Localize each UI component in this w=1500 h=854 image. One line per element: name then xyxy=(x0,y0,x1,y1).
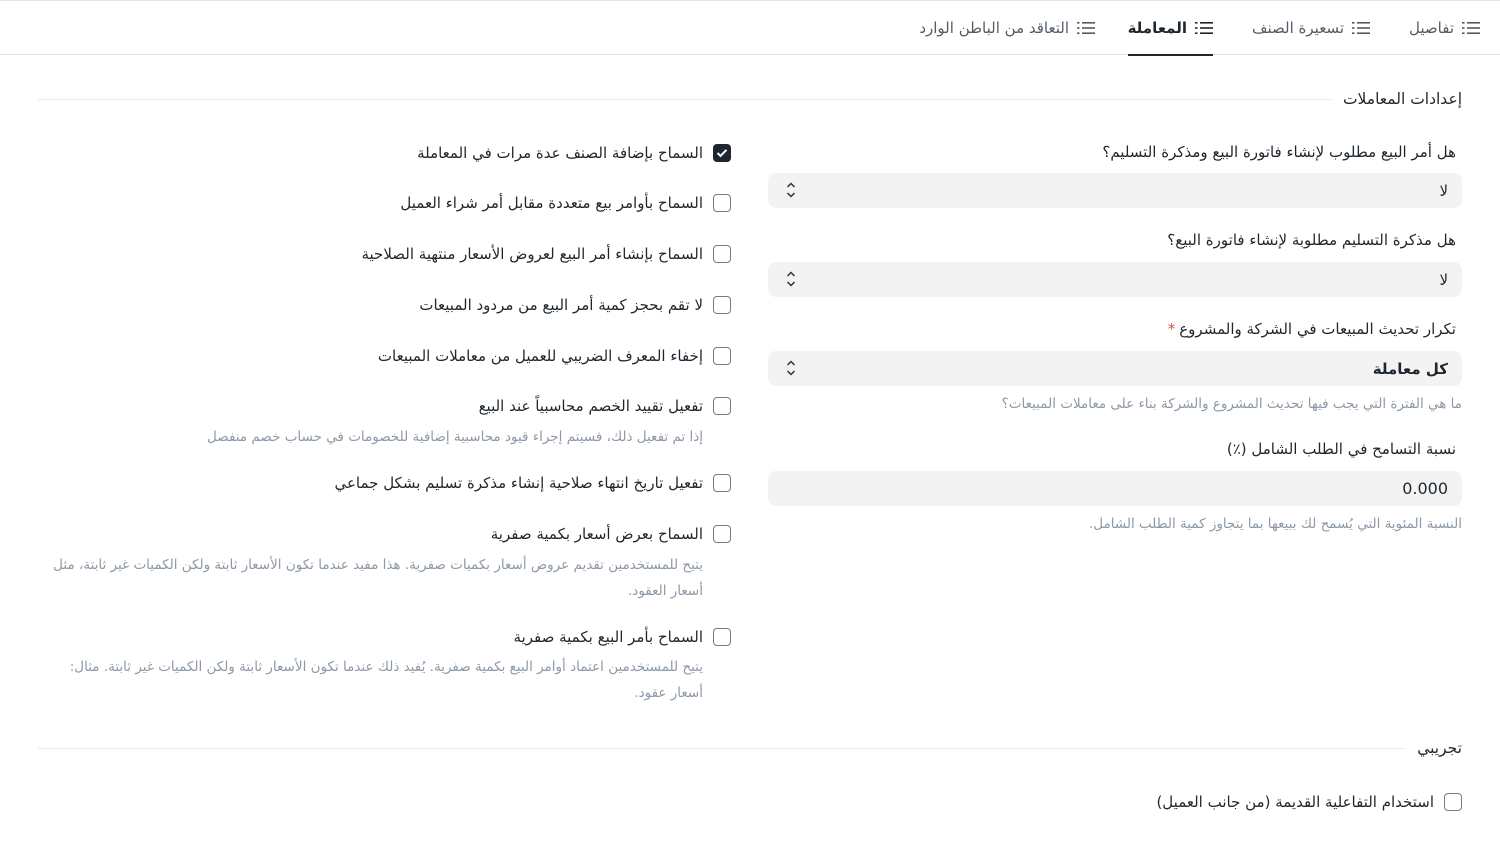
select-arrows-icon xyxy=(786,359,796,377)
checkbox-label: تفعيل تاريخ انتهاء صلاحية إنشاء مذكرة تسليم بشكل جماعي xyxy=(334,474,703,492)
section-title: إعدادات المعاملات xyxy=(1342,90,1462,108)
checkbox-label: إخفاء المعرف الضريبي للعميل من معاملات المبيعات xyxy=(377,347,703,365)
blanket-allowance-label: نسبة التسامح في الطلب الشامل (٪) xyxy=(1226,440,1456,458)
update-frequency-select[interactable] xyxy=(768,351,1462,386)
section-divider xyxy=(38,748,1405,749)
checkbox[interactable] xyxy=(1444,793,1462,811)
checkbox[interactable] xyxy=(713,144,731,162)
zero-qty-sales-order-help: يتيح للمستخدمين اعتماد أوامر البيع بكمية صفرية. يُفيد ذلك عندما تكون الأسعار ثابتة ولكن الكميات غير ثابتة. مثال: أسعار عقود. xyxy=(69,659,703,701)
checkbox-hide-tax-id[interactable] xyxy=(378,345,731,367)
checkbox[interactable] xyxy=(713,628,731,646)
checkbox-allow-multiple-items[interactable] xyxy=(417,142,731,164)
checkbox-discount-accounting[interactable] xyxy=(479,395,731,417)
checkbox-zero-qty-quotation[interactable] xyxy=(491,523,731,545)
select-value: كل معاملة xyxy=(1372,359,1448,378)
list-icon xyxy=(1462,21,1480,35)
checkbox[interactable] xyxy=(713,347,731,365)
section-divider xyxy=(38,99,1331,100)
list-icon xyxy=(1077,21,1095,35)
tab-label: التعاقد من الباطن الوارد xyxy=(919,19,1069,37)
checkbox-label: السماح بأوامر بيع متعددة مقابل أمر شراء العميل xyxy=(400,194,703,212)
checkmark-icon xyxy=(716,148,728,158)
checkbox[interactable] xyxy=(713,397,731,415)
checkbox-label: لا تقم بحجز كمية أمر البيع من مردود المبيعات xyxy=(419,296,703,314)
discount-accounting-help: إذا تم تفعيل ذلك، فسيتم إجراء قيود محاسبية إضافية للخصومات في حساب خصم منفصل xyxy=(207,429,703,445)
checkbox[interactable] xyxy=(713,296,731,314)
list-icon xyxy=(1195,21,1213,35)
tab-label: تفاصيل xyxy=(1409,19,1454,37)
zero-qty-quotation-help: يتيح للمستخدمين تقديم عروض أسعار بكميات صفرية. هذا مفيد عندما تكون الأسعار ثابتة ولكن الكميات غير ثابتة، مثل أسعار العقود. xyxy=(53,557,703,599)
tab-subcontracting-inward[interactable] xyxy=(919,1,1095,55)
checkbox-bulk-dn-expiry[interactable] xyxy=(334,472,731,494)
checkbox[interactable] xyxy=(713,245,731,263)
checkbox-label: السماح بأمر البيع بكمية صفرية xyxy=(513,628,703,646)
dn-required-label: هل مذكرة التسليم مطلوبة لإنشاء فاتورة البيع؟ xyxy=(1167,231,1456,249)
select-value: لا xyxy=(1439,181,1448,200)
checkbox[interactable] xyxy=(713,474,731,492)
so-required-label: هل أمر البيع مطلوب لإنشاء فاتورة البيع ومذكرة التسليم؟ xyxy=(1102,143,1456,161)
dn-required-select[interactable] xyxy=(768,262,1462,297)
field-label-text: تكرار تحديث المبيعات في الشركة والمشروع xyxy=(1179,320,1456,338)
checkbox-label: السماح بعرض أسعار بكمية صفرية xyxy=(490,525,703,543)
checkbox-label: السماح بإضافة الصنف عدة مرات في المعاملة xyxy=(417,144,703,162)
blanket-allowance-help: النسبة المئوية التي يُسمح لك ببيعها بما يتجاوز كمية الطلب الشامل. xyxy=(1088,516,1462,532)
blanket-allowance-input[interactable] xyxy=(768,471,1462,506)
update-frequency-help: ما هي الفترة التي يجب فيها تحديث المشروع والشركة بناء على معاملات المبيعات؟ xyxy=(1001,396,1462,412)
checkbox-zero-qty-sales-order[interactable] xyxy=(514,626,731,648)
checkbox-label: السماح بإنشاء أمر البيع لعروض الأسعار منتهية الصلاحية xyxy=(361,245,703,263)
update-frequency-label xyxy=(1168,320,1456,338)
select-arrows-icon xyxy=(786,270,796,288)
select-arrows-icon xyxy=(786,181,796,199)
checkbox-so-expired-quotation[interactable] xyxy=(361,243,731,265)
so-required-select[interactable] xyxy=(768,173,1462,208)
section-transaction-settings xyxy=(38,87,1462,111)
section-experimental xyxy=(38,736,1462,760)
checkbox-label: تفعيل تقييد الخصم محاسبياً عند البيع xyxy=(478,397,703,415)
select-value: لا xyxy=(1439,270,1448,289)
tab-bar xyxy=(0,0,1500,55)
checkbox-legacy-reactivity[interactable] xyxy=(1156,791,1462,813)
tab-item-price[interactable] xyxy=(1252,1,1370,55)
tab-label: المعاملة xyxy=(1127,19,1187,37)
required-mark: * xyxy=(1167,320,1176,338)
input-value: 0.000 xyxy=(1402,479,1448,498)
checkbox-dont-reserve-sales-return[interactable] xyxy=(419,294,731,316)
checkbox[interactable] xyxy=(713,194,731,212)
list-icon xyxy=(1352,21,1370,35)
section-title: تجريبي xyxy=(1417,739,1462,757)
tab-transaction[interactable] xyxy=(1128,1,1213,55)
checkbox-label: استخدام التفاعلية القديمة (من جانب العميل) xyxy=(1156,793,1434,811)
checkbox[interactable] xyxy=(713,525,731,543)
tab-details[interactable] xyxy=(1409,1,1480,55)
checkbox-multiple-so-against-po[interactable] xyxy=(400,192,731,214)
tab-label: تسعيرة الصنف xyxy=(1251,19,1344,37)
